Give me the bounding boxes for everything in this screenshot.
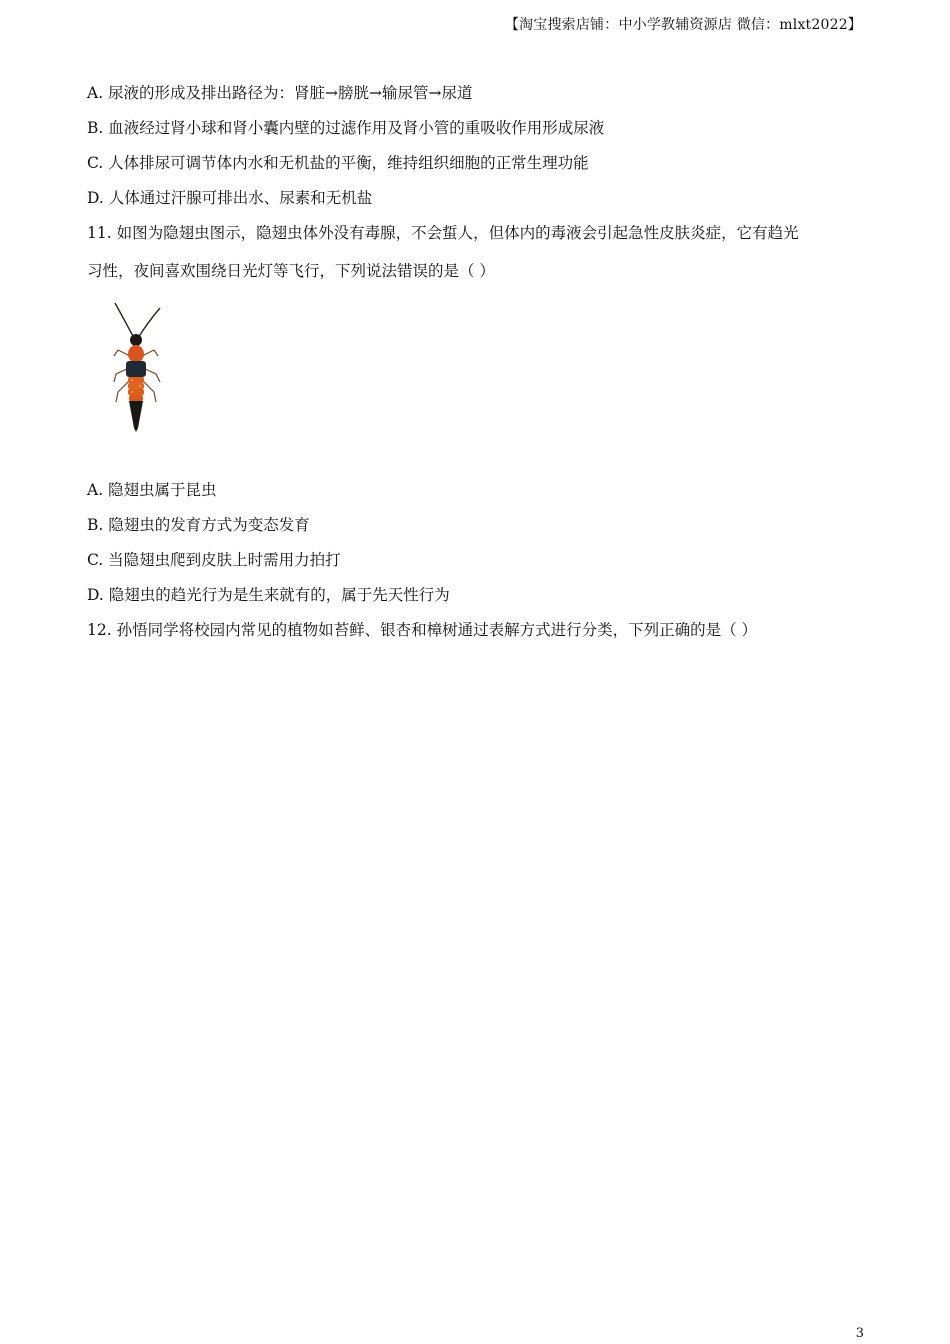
page-number: 3 [855,1326,864,1341]
q11-option-d: D. 隐翅虫的趋光行为是生来就有的，属于先天性行为 [87,586,450,604]
q11-stem-line2: 习性，夜间喜欢围绕日光灯等飞行，下列说法错误的是（ ） [87,262,495,280]
q10-option-d: D. 人体通过汗腺可排出水、尿素和无机盐 [87,189,373,207]
q10-option-b: B. 血液经过肾小球和肾小囊内壁的过滤作用及肾小管的重吸收作用形成尿液 [87,119,605,137]
q12-stem: 12. 孙悟同学将校园内常见的植物如苔鲜、银杏和樟树通过表解方式进行分类，下列正确的是（ ） [87,621,758,639]
rove-beetle-image [104,298,168,438]
q11-option-c: C. 当隐翅虫爬到皮肤上时需用力拍打 [87,551,341,569]
q10-option-a: A. 尿液的形成及排出路径为：肾脏→膀胱→输尿管→尿道 [87,84,473,102]
page-header: 【淘宝搜索店铺：中小学教辅资源店 微信：mlxt2022】 [504,17,862,33]
q11-option-a: A. 隐翅虫属于昆虫 [87,481,217,499]
q10-option-c: C. 人体排尿可调节体内水和无机盐的平衡，维持组织细胞的正常生理功能 [87,154,589,172]
q11-option-b: B. 隐翅虫的发育方式为变态发育 [87,516,310,534]
q11-stem-line1: 11. 如图为隐翅虫图示，隐翅虫体外没有毒腺，不会蜇人，但体内的毒液会引起急性皮肤炎症，它有趋光 [87,224,799,242]
